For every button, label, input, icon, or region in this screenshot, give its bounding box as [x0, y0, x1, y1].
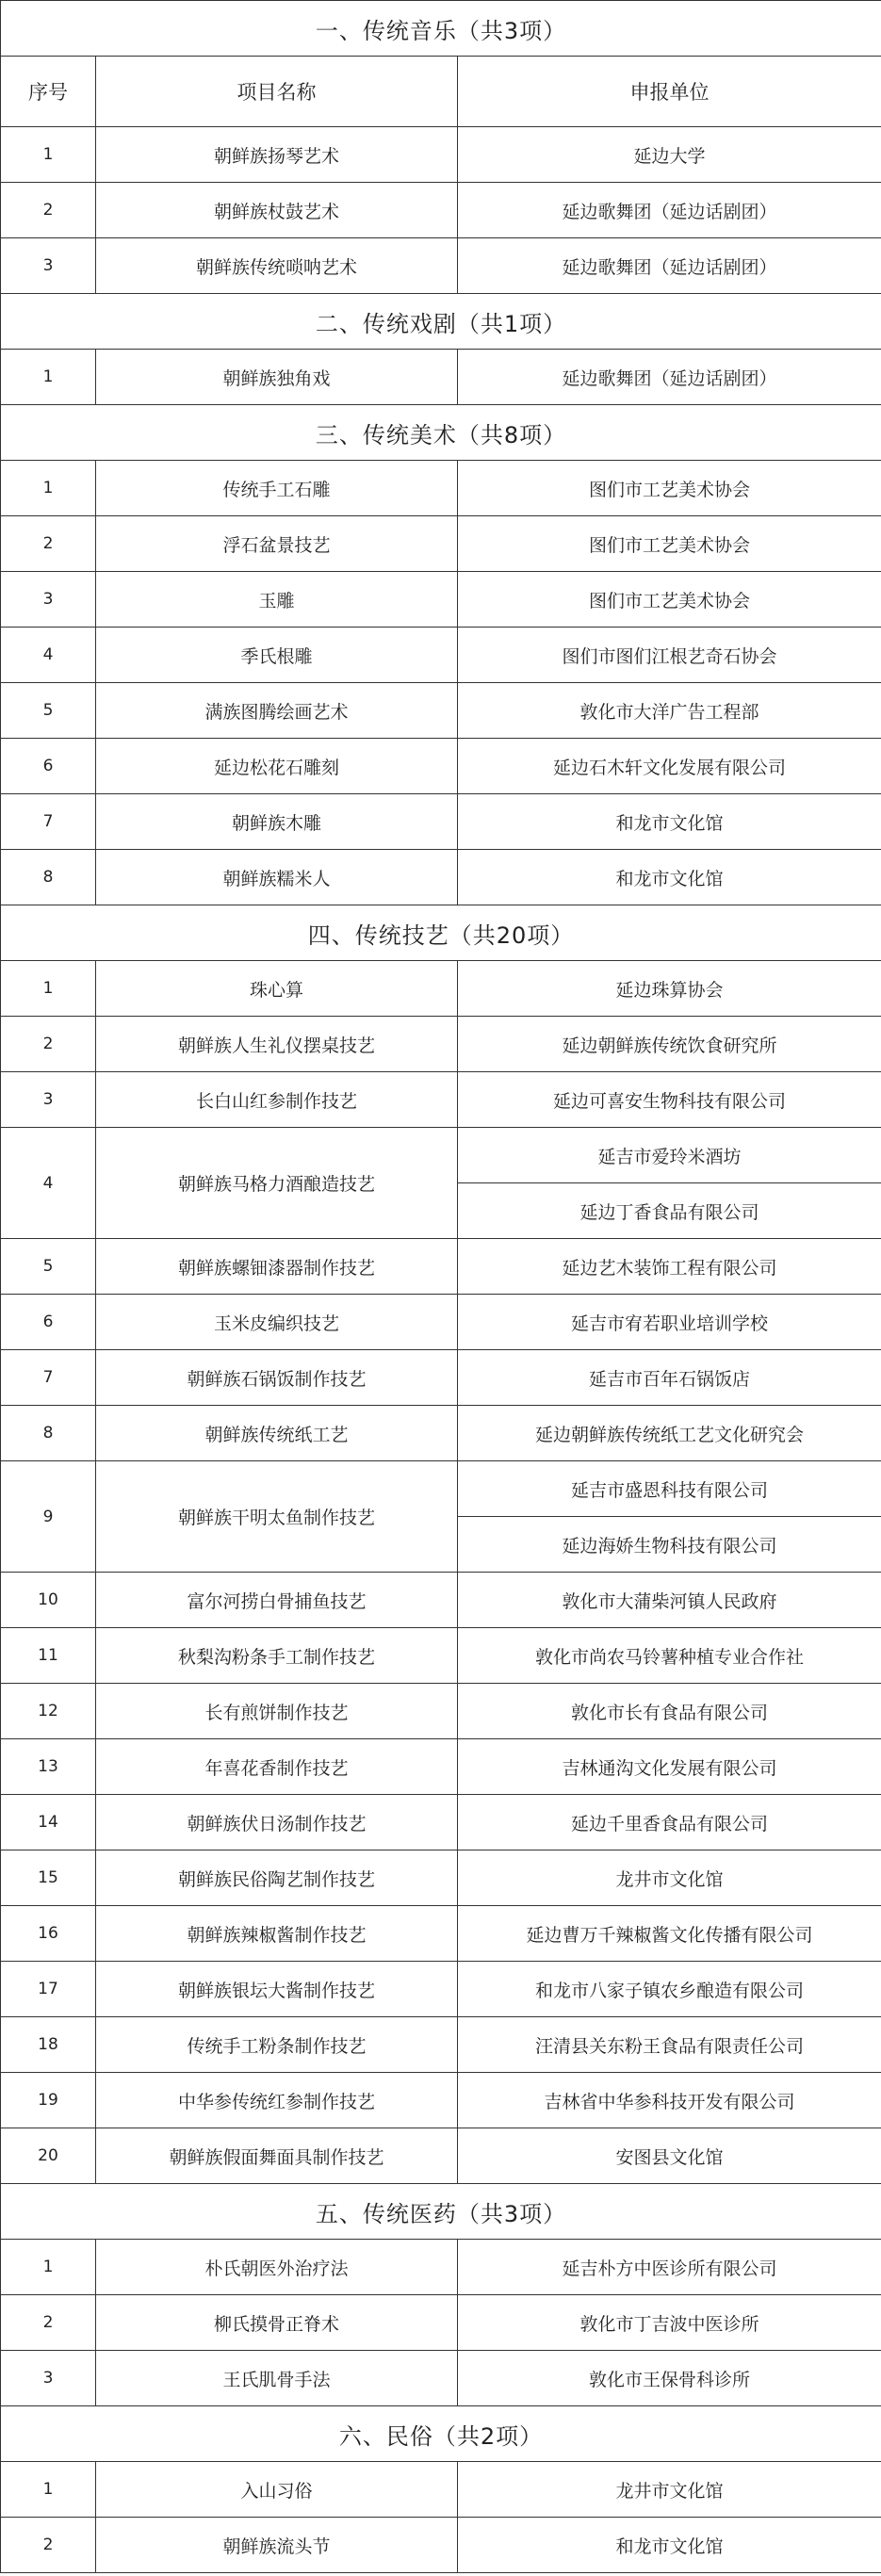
project-name: 朝鲜族传统纸工艺 [96, 1406, 458, 1461]
table-row [1, 2128, 881, 2184]
section-header-row [1, 2184, 881, 2240]
table-row [1, 850, 881, 905]
table-row [1, 1850, 881, 1906]
column-header-row [1, 57, 881, 127]
section-title: 四、传统技艺（共20项） [1, 905, 881, 961]
table-row [1, 1962, 881, 2017]
row-index: 1 [1, 127, 96, 183]
declaring-unit: 图们市工艺美术协会 [458, 572, 881, 628]
table-row [1, 794, 881, 850]
project-name: 秋梨沟粉条手工制作技艺 [96, 1628, 458, 1684]
row-index: 13 [1, 1739, 96, 1795]
row-index: 2 [1, 2518, 96, 2573]
project-name: 朝鲜族伏日汤制作技艺 [96, 1795, 458, 1850]
declaring-unit: 延边海娇生物科技有限公司 [458, 1517, 881, 1573]
declaring-unit: 延吉朴方中医诊所有限公司 [458, 2240, 881, 2295]
row-index: 11 [1, 1628, 96, 1684]
declaring-unit: 延吉市盛恩科技有限公司 [458, 1461, 881, 1517]
project-name: 玉米皮编织技艺 [96, 1295, 458, 1350]
table-row [1, 683, 881, 739]
declaring-unit: 延吉市百年石锅饭店 [458, 1350, 881, 1406]
project-name: 朝鲜族辣椒酱制作技艺 [96, 1906, 458, 1962]
row-index: 1 [1, 961, 96, 1017]
row-index: 3 [1, 1072, 96, 1128]
table-row [1, 739, 881, 794]
table-row [1, 461, 881, 516]
row-index: 10 [1, 1573, 96, 1628]
row-index: 5 [1, 1239, 96, 1295]
row-index: 18 [1, 2017, 96, 2073]
project-name: 朝鲜族石锅饭制作技艺 [96, 1350, 458, 1406]
declaring-unit: 龙井市文化馆 [458, 2462, 881, 2518]
project-name: 延边松花石雕刻 [96, 739, 458, 794]
declaring-unit: 延边歌舞团（延边话剧团） [458, 350, 881, 405]
project-name: 传统手工粉条制作技艺 [96, 2017, 458, 2073]
table-row [1, 628, 881, 683]
table-row [1, 1017, 881, 1072]
declaring-unit: 敦化市丁吉波中医诊所 [458, 2295, 881, 2351]
table-row [1, 127, 881, 183]
declaring-unit: 延边歌舞团（延边话剧团） [458, 183, 881, 238]
table-row [1, 1128, 881, 1183]
row-index: 17 [1, 1962, 96, 2017]
table-row [1, 350, 881, 405]
project-name: 富尔河捞白骨捕鱼技艺 [96, 1573, 458, 1628]
project-name: 朝鲜族独角戏 [96, 350, 458, 405]
project-name: 朝鲜族人生礼仪摆桌技艺 [96, 1017, 458, 1072]
project-name: 传统手工石雕 [96, 461, 458, 516]
project-name: 朝鲜族木雕 [96, 794, 458, 850]
table-row [1, 2462, 881, 2518]
project-name: 朝鲜族糯米人 [96, 850, 458, 905]
section-header-row [1, 2406, 881, 2462]
row-index: 1 [1, 350, 96, 405]
column-header-index: 序号 [1, 57, 96, 127]
row-index: 20 [1, 2128, 96, 2184]
table-row [1, 1350, 881, 1406]
project-name: 长有煎饼制作技艺 [96, 1684, 458, 1739]
declaring-unit: 和龙市文化馆 [458, 850, 881, 905]
row-index: 8 [1, 1406, 96, 1461]
project-name: 朝鲜族银坛大酱制作技艺 [96, 1962, 458, 2017]
row-index: 14 [1, 1795, 96, 1850]
declaring-unit: 吉林省中华参科技开发有限公司 [458, 2073, 881, 2128]
row-index: 8 [1, 850, 96, 905]
project-name: 朝鲜族假面舞面具制作技艺 [96, 2128, 458, 2184]
project-name: 玉雕 [96, 572, 458, 628]
row-index: 3 [1, 572, 96, 628]
row-index: 1 [1, 2240, 96, 2295]
table-row [1, 1461, 881, 1517]
project-name: 朝鲜族螺钿漆器制作技艺 [96, 1239, 458, 1295]
row-index: 12 [1, 1684, 96, 1739]
project-name: 王氏肌骨手法 [96, 2351, 458, 2406]
declaring-unit: 安图县文化馆 [458, 2128, 881, 2184]
table-row [1, 1295, 881, 1350]
table-row [1, 2240, 881, 2295]
row-index: 1 [1, 461, 96, 516]
declaring-unit: 延边朝鲜族传统饮食研究所 [458, 1017, 881, 1072]
row-index: 3 [1, 238, 96, 294]
row-index: 16 [1, 1906, 96, 1962]
declaring-unit: 图们市工艺美术协会 [458, 516, 881, 572]
table-row [1, 2295, 881, 2351]
row-index: 9 [1, 1461, 96, 1573]
declaring-unit: 延边珠算协会 [458, 961, 881, 1017]
project-name: 长白山红参制作技艺 [96, 1072, 458, 1128]
row-index: 2 [1, 183, 96, 238]
declaring-unit: 敦化市长有食品有限公司 [458, 1684, 881, 1739]
row-index: 4 [1, 628, 96, 683]
project-name: 朝鲜族民俗陶艺制作技艺 [96, 1850, 458, 1906]
declaring-unit: 和龙市文化馆 [458, 794, 881, 850]
declaring-unit: 延边歌舞团（延边话剧团） [458, 238, 881, 294]
section-header-row [1, 294, 881, 350]
declaring-unit: 图们市工艺美术协会 [458, 461, 881, 516]
table-row [1, 2017, 881, 2073]
section-header-row [1, 405, 881, 461]
declaring-unit: 延边朝鲜族传统纸工艺文化研究会 [458, 1406, 881, 1461]
project-name: 季氏根雕 [96, 628, 458, 683]
row-index: 5 [1, 683, 96, 739]
project-name: 满族图腾绘画艺术 [96, 683, 458, 739]
declaring-unit: 延吉市宥若职业培训学校 [458, 1295, 881, 1350]
table-row [1, 1906, 881, 1962]
declaring-unit: 延边可喜安生物科技有限公司 [458, 1072, 881, 1128]
declaring-unit: 吉林通沟文化发展有限公司 [458, 1739, 881, 1795]
declaring-unit: 图们市图们江根艺奇石协会 [458, 628, 881, 683]
table-row [1, 1239, 881, 1295]
table-row [1, 1406, 881, 1461]
table-row [1, 1739, 881, 1795]
row-index: 2 [1, 2295, 96, 2351]
row-index: 15 [1, 1850, 96, 1906]
project-name: 浮石盆景技艺 [96, 516, 458, 572]
project-name: 朝鲜族传统唢呐艺术 [96, 238, 458, 294]
table-row [1, 1684, 881, 1739]
project-name: 朝鲜族流头节 [96, 2518, 458, 2573]
table-row [1, 1072, 881, 1128]
declaring-unit: 龙井市文化馆 [458, 1850, 881, 1906]
table-row [1, 2351, 881, 2406]
project-name: 朴氏朝医外治疗法 [96, 2240, 458, 2295]
declaring-unit: 延边曹万千辣椒酱文化传播有限公司 [458, 1906, 881, 1962]
section-title: 一、传统音乐（共3项） [1, 1, 881, 57]
section-title: 六、民俗（共2项） [1, 2406, 881, 2462]
declaring-unit: 延边大学 [458, 127, 881, 183]
declaring-unit: 和龙市八家子镇农乡酿造有限公司 [458, 1962, 881, 2017]
table-row [1, 1628, 881, 1684]
declaring-unit: 敦化市大蒲柴河镇人民政府 [458, 1573, 881, 1628]
project-name: 柳氏摸骨正脊术 [96, 2295, 458, 2351]
table-row [1, 1795, 881, 1850]
project-name: 入山习俗 [96, 2462, 458, 2518]
column-header-name: 项目名称 [96, 57, 458, 127]
table-row [1, 2518, 881, 2573]
column-header-unit: 申报单位 [458, 57, 881, 127]
declaring-unit: 和龙市文化馆 [458, 2518, 881, 2573]
row-index: 19 [1, 2073, 96, 2128]
section-title: 二、传统戏剧（共1项） [1, 294, 881, 350]
row-index: 7 [1, 1350, 96, 1406]
table-row [1, 961, 881, 1017]
table-row [1, 238, 881, 294]
project-name: 年喜花香制作技艺 [96, 1739, 458, 1795]
project-name: 朝鲜族扬琴艺术 [96, 127, 458, 183]
declaring-unit: 敦化市王保骨科诊所 [458, 2351, 881, 2406]
row-index: 3 [1, 2351, 96, 2406]
project-name: 朝鲜族马格力酒酿造技艺 [96, 1128, 458, 1239]
section-header-row [1, 1, 881, 57]
declaring-unit: 汪清县关东粉王食品有限责任公司 [458, 2017, 881, 2073]
section-title: 五、传统医药（共3项） [1, 2184, 881, 2240]
declaring-unit: 敦化市尚农马铃薯种植专业合作社 [458, 1628, 881, 1684]
declaring-unit: 延边艺木装饰工程有限公司 [458, 1239, 881, 1295]
row-index: 6 [1, 1295, 96, 1350]
table-row [1, 572, 881, 628]
table-row [1, 2073, 881, 2128]
declaring-unit: 延边千里香食品有限公司 [458, 1795, 881, 1850]
row-index: 2 [1, 1017, 96, 1072]
row-index: 7 [1, 794, 96, 850]
declaring-unit: 延边石木轩文化发展有限公司 [458, 739, 881, 794]
row-index: 6 [1, 739, 96, 794]
row-index: 4 [1, 1128, 96, 1239]
table-row [1, 516, 881, 572]
section-header-row [1, 905, 881, 961]
declaring-unit: 敦化市大洋广告工程部 [458, 683, 881, 739]
project-name: 朝鲜族杖鼓艺术 [96, 183, 458, 238]
row-index: 1 [1, 2462, 96, 2518]
row-index: 2 [1, 516, 96, 572]
table-row [1, 183, 881, 238]
project-name: 珠心算 [96, 961, 458, 1017]
project-name: 朝鲜族干明太鱼制作技艺 [96, 1461, 458, 1573]
declaring-unit: 延吉市爱玲米酒坊 [458, 1128, 881, 1183]
declaring-unit: 延边丁香食品有限公司 [458, 1183, 881, 1239]
table-row [1, 1573, 881, 1628]
project-name: 中华参传统红参制作技艺 [96, 2073, 458, 2128]
section-title: 三、传统美术（共8项） [1, 405, 881, 461]
